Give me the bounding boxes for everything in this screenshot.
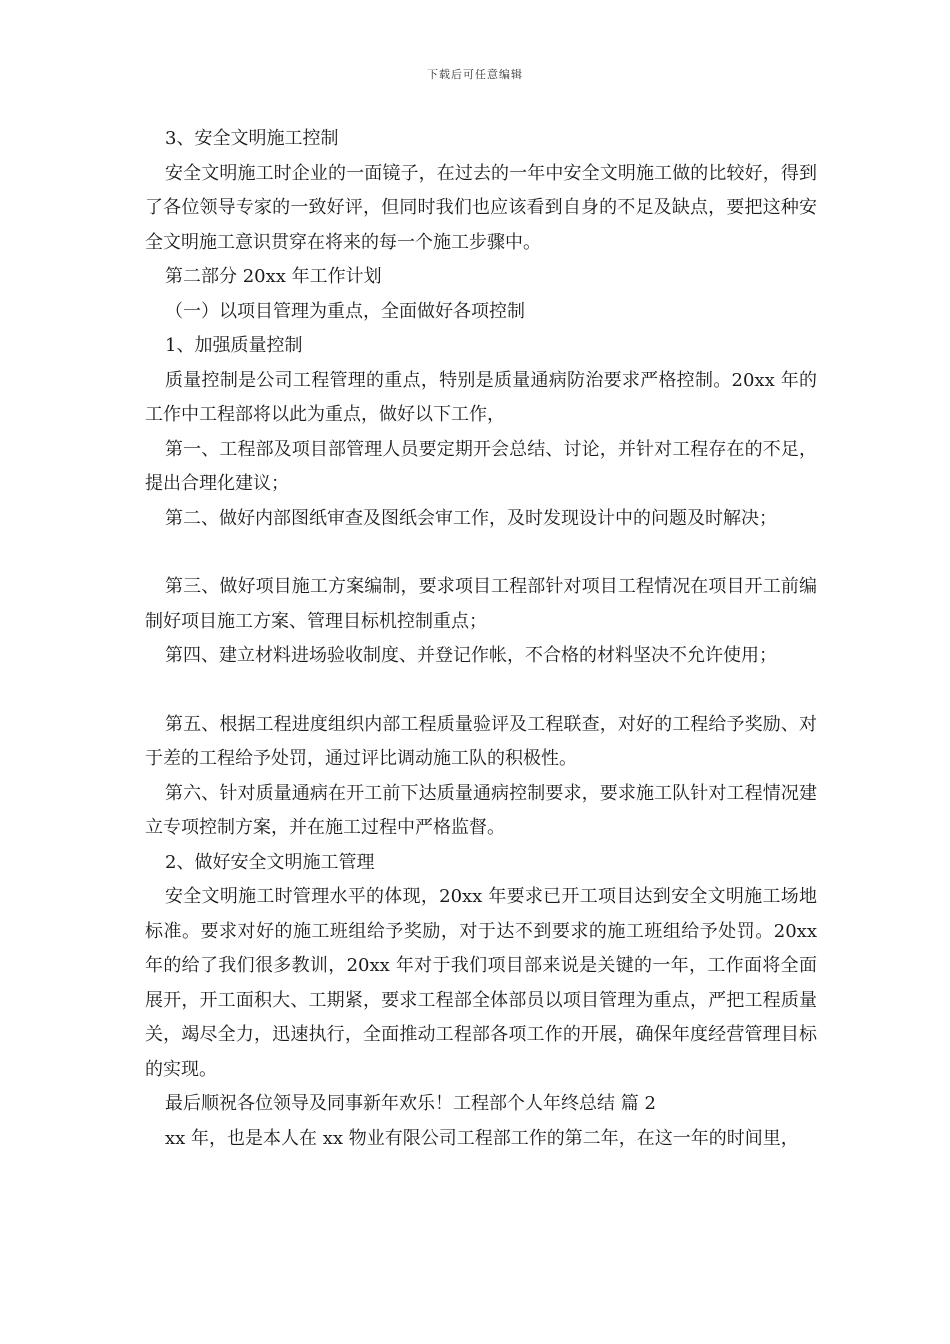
paragraph: xx 年，也是本人在 xx 物业有限公司工程部工作的第二年，在这一年的时间里， [165,1127,799,1149]
paragraph: 最后顺祝各位领导及同事新年欢乐！工程部个人年终总结 篇 2 [165,1093,656,1114]
section-heading: （一）以项目管理为重点，全面做好各项控制 [165,300,525,322]
paragraph: 第三、做好项目施工方案编制，要求项目工程部针对项目工程情况在项目开工前编制好项目施工方案、管理目标机控制重点； [145,576,817,632]
blank-line [145,536,817,570]
section-heading: 3、安全文明施工控制 [165,128,339,149]
paragraph: 第一、工程部及项目部管理人员要定期开会总结、讨论，并针对工程存在的不足，提出合理化建议； [145,438,817,494]
paragraph: 第六、针对质量通病在开工前下达质量通病控制要求，要求施工队针对工程情况建立专项控制方案，并在施工过程中严格监督。 [145,782,817,838]
document-body [145,122,817,1156]
section-heading: 第二部分 20xx 年工作计划 [165,266,382,287]
section-heading: 2、做好安全文明施工管理 [165,851,375,873]
section-heading: 1、加强质量控制 [165,335,303,356]
blank-line [145,674,817,708]
paragraph: 第五、根据工程进度组织内部工程质量验评及工程联查，对好的工程给予奖励、对于差的工程给予处罚，通过评比调动施工队的积极性。 [145,713,817,769]
paragraph: 质量控制是公司工程管理的重点，特别是质量通病防治要求严格控制。20xx 年的工作中工程部将以此为重点，做好以下工作， [145,369,817,425]
paragraph: 第四、建立材料进场验收制度、并登记作帐，不合格的材料坚决不允许使用； [165,645,777,666]
paragraph: 安全文明施工时企业的一面镜子，在过去的一年中安全文明施工做的比较好，得到了各位领导专家的一致好评，但同时我们也应该看到自身的不足及缺点，要把这种安全文明施工意识贯穿在将来的每一个施工步骤中。 [145,162,817,253]
paragraph: 第二、做好内部图纸审查及图纸会审工作，及时发现设计中的问题及时解决； [165,507,777,529]
page-header: 下载后可任意编辑 [427,68,523,81]
paragraph: 安全文明施工时管理水平的体现，20xx 年要求已开工项目达到安全文明施工场地标准。要求对好的施工班组给予奖励，对于达不到要求的施工班组给予处罚。20xx 年的给了我们很多教训，20xx 年对于我们项目部来说是关键的一年，工作面将全面展开，开工面积大、工期紧，要求工程部全体部员以项目管理为重点，严把工程质量关，竭尽全力，迅速执行，全面推动工程部各项工作的开展，确保年度经营管理目标的实现。 [145,886,817,1080]
